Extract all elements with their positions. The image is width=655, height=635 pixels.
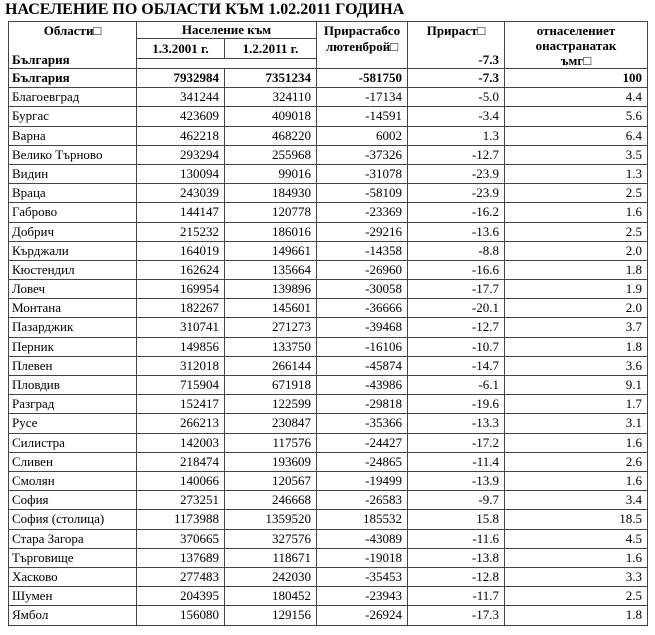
table-body	[9, 69, 647, 625]
cell-pop-2001: 182267	[137, 299, 225, 317]
cell-pop-2011: 7351234	[225, 69, 317, 87]
cell-region: Разград	[9, 395, 137, 413]
cell-region: Кърджали	[9, 242, 137, 260]
cell-growth-rate: -10.7	[408, 338, 505, 356]
cell-region: Велико Търново	[9, 146, 137, 164]
cell-growth-abs: -29216	[317, 223, 408, 241]
cell-region: София	[9, 491, 137, 509]
cell-share: 2.0	[625, 300, 642, 316]
cell-growth-rate: -11.6	[408, 530, 505, 548]
table-row	[9, 318, 647, 337]
cell-growth-abs: -37326	[317, 146, 408, 164]
cell-pop-2001: 156080	[137, 606, 225, 625]
cell-pop-2001: 243039	[137, 184, 225, 202]
cell-pop-2001: 266213	[137, 414, 225, 432]
cell-pop-2011: 99016	[225, 165, 317, 183]
cell-region: Перник	[9, 338, 137, 356]
table-row	[9, 395, 647, 414]
cell-pop-2011: 129156	[225, 606, 317, 625]
cell-pop-2011: 122599	[225, 395, 317, 413]
cell-pop-2011: 139896	[225, 280, 317, 298]
cell-pop-2001: 341244	[137, 88, 225, 106]
cell-growth-abs: 185532	[317, 510, 408, 528]
cell-growth-rate: -17.3	[408, 606, 505, 625]
cell-growth-abs: -43986	[317, 376, 408, 394]
cell-share: 6.4	[625, 127, 642, 143]
header-share-line1: отнаселениет	[536, 23, 616, 38]
table-row	[9, 376, 647, 395]
table-row	[9, 606, 647, 625]
cell-pop-2001: 312018	[137, 357, 225, 375]
header-population-cell	[137, 22, 317, 68]
table-row	[9, 299, 647, 318]
cell-share: 9.1	[625, 377, 642, 392]
cell-growth-abs: -45874	[317, 357, 408, 375]
cell-growth-rate: -13.8	[408, 549, 505, 567]
cell-pop-2011: 193609	[225, 453, 317, 471]
cell-region: Габрово	[9, 203, 137, 221]
cell-share: 2.5	[625, 588, 642, 604]
cell-pop-2001: 215232	[137, 223, 225, 241]
header-total-label: България	[12, 52, 70, 67]
cell-growth-rate: 1.3	[408, 127, 505, 145]
cell-pop-2011: 186016	[225, 223, 317, 241]
table-row	[9, 453, 647, 472]
cell-growth-rate: 15.8	[408, 510, 505, 528]
cell-growth-rate: -13.9	[408, 472, 505, 490]
cell-pop-2011: 149661	[225, 242, 317, 260]
cell-growth-rate: -17.7	[408, 280, 505, 298]
table-row	[9, 184, 647, 203]
cell-growth-rate: -13.6	[408, 223, 505, 241]
cell-growth-rate: -11.7	[408, 587, 505, 605]
table-row	[9, 549, 647, 568]
header-region-cell	[9, 22, 137, 68]
cell-region: Стара Загора	[9, 530, 137, 548]
cell-growth-abs: -35453	[317, 568, 408, 586]
table-row	[9, 203, 647, 222]
cell-pop-2001: 715904	[137, 376, 225, 394]
cell-growth-rate: -23.9	[408, 165, 505, 183]
cell-pop-2011: 145601	[225, 299, 317, 317]
table-row	[9, 107, 647, 126]
cell-region: Сливен	[9, 453, 137, 471]
cell-pop-2011: 180452	[225, 587, 317, 605]
cell-region: Плевен	[9, 357, 137, 375]
header-growth-abs-line2: лютенброй□	[325, 39, 399, 54]
table-row	[9, 510, 647, 529]
cell-pop-2001: 137689	[137, 549, 225, 567]
table-row	[9, 491, 647, 510]
header-growth-abs-cell	[317, 22, 408, 68]
cell-growth-rate: -20.1	[408, 299, 505, 317]
header-date-2001: 1.3.2001 г.	[137, 39, 225, 58]
cell-pop-2001: 142003	[137, 434, 225, 452]
cell-growth-rate: -16.6	[408, 261, 505, 279]
cell-share: 2.5	[625, 185, 642, 201]
cell-pop-2001: 310741	[137, 318, 225, 336]
cell-growth-abs: -23369	[317, 203, 408, 221]
cell-share: 4.4	[625, 89, 642, 105]
cell-region: Ямбол	[9, 606, 137, 625]
cell-growth-abs: -36666	[317, 299, 408, 317]
cell-share: 1.6	[625, 472, 642, 488]
cell-region: Ловеч	[9, 280, 137, 298]
table-row	[9, 88, 647, 107]
header-population-gap	[137, 59, 316, 68]
cell-region: Бургас	[9, 107, 137, 125]
cell-pop-2001: 164019	[137, 242, 225, 260]
cell-pop-2001: 293294	[137, 146, 225, 164]
cell-share: 1.6	[625, 204, 642, 220]
header-growth-rate-value: -7.3	[478, 52, 499, 67]
cell-region: България	[9, 69, 137, 87]
cell-region: Хасково	[9, 568, 137, 586]
cell-growth-rate: -6.1	[408, 376, 505, 394]
cell-growth-rate: -5.0	[408, 88, 505, 106]
cell-pop-2001: 162624	[137, 261, 225, 279]
cell-pop-2011: 120567	[225, 472, 317, 490]
cell-pop-2001: 273251	[137, 491, 225, 509]
cell-growth-rate: -3.4	[408, 107, 505, 125]
cell-region: Силистра	[9, 434, 137, 452]
cell-share: 1.6	[625, 434, 642, 450]
cell-pop-2011: 671918	[225, 376, 317, 394]
cell-pop-2011: 133750	[225, 338, 317, 356]
cell-growth-abs: -16106	[317, 338, 408, 356]
cell-pop-2001: 370665	[137, 530, 225, 548]
cell-growth-abs: -19499	[317, 472, 408, 490]
cell-region: Враца	[9, 184, 137, 202]
cell-growth-rate: -7.3	[408, 69, 505, 87]
cell-share: 1.7	[625, 396, 642, 412]
cell-region: Шумен	[9, 587, 137, 605]
cell-share: 2.5	[625, 223, 642, 239]
cell-pop-2011: 1359520	[225, 510, 317, 528]
cell-growth-abs: -35366	[317, 414, 408, 432]
header-growth-rate-cell	[408, 22, 505, 68]
cell-pop-2011: 184930	[225, 184, 317, 202]
table-row	[9, 146, 647, 165]
cell-pop-2011: 266144	[225, 357, 317, 375]
cell-growth-abs: -43089	[317, 530, 408, 548]
cell-growth-abs: 6002	[317, 127, 408, 145]
table-row	[9, 568, 647, 587]
cell-growth-rate: -13.3	[408, 414, 505, 432]
cell-share: 1.3	[625, 165, 642, 181]
cell-pop-2001: 462218	[137, 127, 225, 145]
cell-region: Търговище	[9, 549, 137, 567]
header-growth-rate-label: Прираст□	[426, 23, 486, 38]
cell-growth-rate: -17.2	[408, 434, 505, 452]
cell-share: 3.1	[625, 415, 642, 431]
table-row	[9, 261, 647, 280]
header-share-cell	[505, 22, 647, 68]
cell-share: 18.5	[619, 511, 642, 527]
cell-pop-2011: 135664	[225, 261, 317, 279]
cell-growth-abs: -24865	[317, 453, 408, 471]
cell-pop-2011: 242030	[225, 568, 317, 586]
cell-growth-abs: -26924	[317, 606, 408, 625]
header-population-subrow	[137, 39, 316, 59]
cell-growth-abs: -29818	[317, 395, 408, 413]
cell-growth-abs: -39468	[317, 318, 408, 336]
cell-region: Пловдив	[9, 376, 137, 394]
cell-share: 2.6	[625, 453, 642, 469]
table-row	[9, 414, 647, 433]
cell-share: 1.6	[625, 549, 642, 565]
cell-pop-2011: 120778	[225, 203, 317, 221]
cell-pop-2001: 7932984	[137, 69, 225, 87]
cell-pop-2011: 409018	[225, 107, 317, 125]
cell-region: Пазарджик	[9, 318, 137, 336]
header-share-line2: онастранатак	[535, 38, 617, 53]
cell-share: 3.6	[625, 357, 642, 373]
table-row	[9, 127, 647, 146]
cell-share: 3.5	[625, 146, 642, 162]
cell-share: 5.6	[625, 108, 642, 124]
cell-share: 1.8	[625, 261, 642, 277]
cell-pop-2011: 468220	[225, 127, 317, 145]
cell-pop-2001: 169954	[137, 280, 225, 298]
cell-pop-2001: 1173988	[137, 510, 225, 528]
cell-region: Варна	[9, 127, 137, 145]
cell-pop-2011: 255968	[225, 146, 317, 164]
cell-pop-2001: 149856	[137, 338, 225, 356]
cell-region: Кюстендил	[9, 261, 137, 279]
cell-growth-abs: -581750	[317, 69, 408, 87]
cell-pop-2011: 117576	[225, 434, 317, 452]
cell-pop-2001: 140066	[137, 472, 225, 490]
header-share-line3: ъмг□	[560, 53, 592, 68]
cell-growth-abs: -31078	[317, 165, 408, 183]
table-row	[9, 223, 647, 242]
cell-region: Добрич	[9, 223, 137, 241]
cell-share: 3.7	[625, 319, 642, 335]
header-region-label: Области□	[43, 23, 102, 38]
cell-region: Благоевград	[9, 88, 137, 106]
cell-growth-abs: -17134	[317, 88, 408, 106]
cell-growth-rate: -16.2	[408, 203, 505, 221]
cell-region: Смолян	[9, 472, 137, 490]
table-row	[9, 472, 647, 491]
cell-pop-2001: 130094	[137, 165, 225, 183]
cell-pop-2001: 423609	[137, 107, 225, 125]
cell-growth-abs: -58109	[317, 184, 408, 202]
cell-growth-abs: -14591	[317, 107, 408, 125]
cell-pop-2011: 246668	[225, 491, 317, 509]
cell-share: 2.0	[625, 242, 642, 258]
cell-pop-2011: 271273	[225, 318, 317, 336]
cell-growth-rate: -8.8	[408, 242, 505, 260]
cell-region: Русе	[9, 414, 137, 432]
cell-pop-2011: 118671	[225, 549, 317, 567]
cell-pop-2001: 144147	[137, 203, 225, 221]
cell-region: Видин	[9, 165, 137, 183]
cell-share: 1.9	[625, 281, 642, 297]
page-title: НАСЕЛЕНИЕ ПО ОБЛАСТИ КЪМ 1.02.2011 ГОДИНА	[5, 1, 405, 18]
cell-growth-abs: -23943	[317, 587, 408, 605]
cell-growth-rate: -12.8	[408, 568, 505, 586]
cell-growth-rate: -23.9	[408, 184, 505, 202]
cell-pop-2001: 218474	[137, 453, 225, 471]
table-row	[9, 280, 647, 299]
cell-region: София (столица)	[9, 510, 137, 528]
header-population-label: Население към	[137, 22, 316, 39]
cell-share: 100	[622, 70, 642, 85]
cell-growth-rate: -9.7	[408, 491, 505, 509]
cell-growth-abs: -19018	[317, 549, 408, 567]
cell-growth-abs: -26583	[317, 491, 408, 509]
cell-pop-2011: 327576	[225, 530, 317, 548]
cell-share: 1.8	[625, 607, 642, 623]
cell-growth-rate: -12.7	[408, 318, 505, 336]
table-row	[9, 165, 647, 184]
cell-growth-abs: -30058	[317, 280, 408, 298]
cell-growth-abs: -24427	[317, 434, 408, 452]
header-date-2011: 1.2.2011 г.	[242, 41, 299, 56]
cell-growth-rate: -11.4	[408, 453, 505, 471]
cell-share: 1.8	[625, 338, 642, 354]
table-header	[9, 22, 647, 69]
cell-pop-2011: 230847	[225, 414, 317, 432]
cell-pop-2011: 324110	[225, 88, 317, 106]
table-row	[9, 434, 647, 453]
table-row	[9, 530, 647, 549]
cell-share: 3.4	[625, 492, 642, 508]
table-row	[9, 69, 647, 88]
table-row	[9, 338, 647, 357]
cell-growth-abs: -26960	[317, 261, 408, 279]
header-growth-abs-line1: Прирастабсо	[323, 23, 401, 38]
cell-pop-2001: 277483	[137, 568, 225, 586]
table-row	[9, 357, 647, 376]
cell-growth-rate: -14.7	[408, 357, 505, 375]
table-row	[9, 587, 647, 606]
population-table	[8, 21, 648, 626]
table-row	[9, 242, 647, 261]
cell-pop-2001: 152417	[137, 395, 225, 413]
cell-growth-rate: -12.7	[408, 146, 505, 164]
cell-share: 3.3	[625, 568, 642, 584]
cell-pop-2001: 204395	[137, 587, 225, 605]
cell-share: 4.5	[625, 530, 642, 546]
cell-growth-abs: -14358	[317, 242, 408, 260]
cell-region: Монтана	[9, 299, 137, 317]
cell-growth-rate: -19.6	[408, 395, 505, 413]
